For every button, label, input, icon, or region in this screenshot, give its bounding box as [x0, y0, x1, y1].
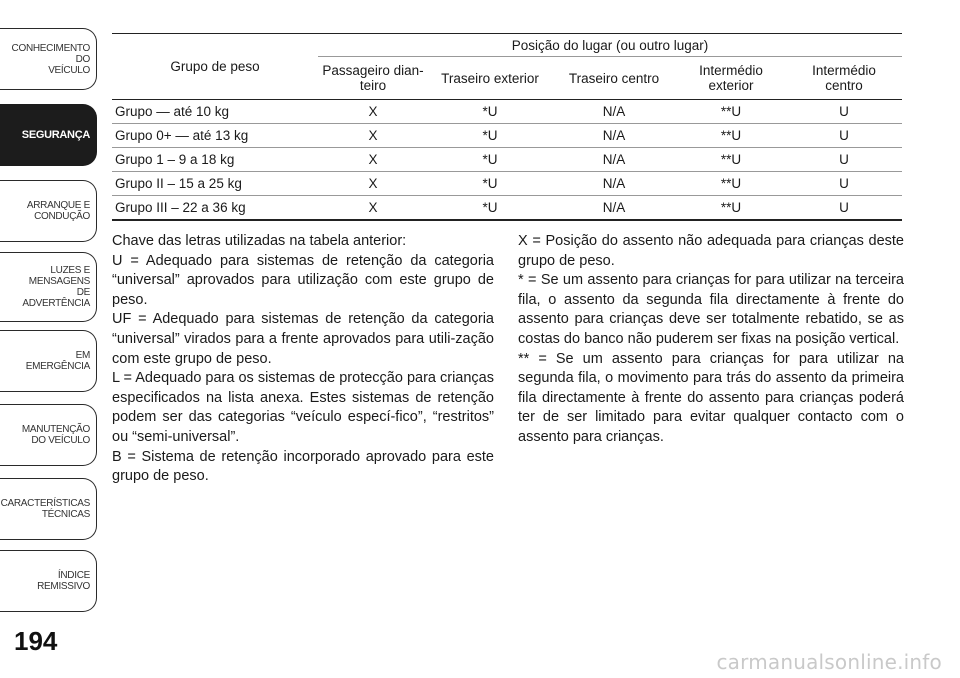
- table-cell: *U: [482, 152, 498, 167]
- row-label: Grupo III – 22 a 36 kg: [115, 200, 246, 215]
- table-row: [112, 124, 902, 148]
- row-label: Grupo — até 10 kg: [115, 104, 230, 119]
- table-cell: X: [368, 104, 378, 119]
- col-rear-outer: Traseiro exterior: [428, 57, 552, 100]
- tab-manutencao-do-veiculo[interactable]: [0, 404, 97, 466]
- tab-seguranca[interactable]: [0, 104, 97, 166]
- table-cell: N/A: [602, 104, 626, 119]
- legend-right-column: [518, 232, 904, 448]
- legend-u: U = Adequado para sistemas de retenção da categoria “universal” aprovados para utilização com este grupo de peso.: [112, 252, 494, 308]
- table-cell: **U: [720, 104, 742, 119]
- col-front-passenger: Passageiro dian- teiro: [318, 57, 428, 100]
- tab-luzes-e-mensagens[interactable]: [0, 252, 97, 322]
- row-label: Grupo 1 – 9 a 18 kg: [115, 152, 235, 167]
- weight-group-header: Grupo de peso: [112, 34, 318, 100]
- table-cell: N/A: [602, 128, 626, 143]
- legend-left-column: [112, 232, 494, 487]
- tab-label: MANUTENÇÃO DO VEÍCULO: [21, 424, 90, 446]
- table-cell: *U: [482, 104, 498, 119]
- legend-intro: Chave das letras utilizadas na tabela anterior:: [112, 233, 407, 249]
- table-cell: N/A: [602, 152, 626, 167]
- table-cell: N/A: [602, 176, 626, 191]
- tab-conhecimento-do-veiculo[interactable]: [0, 28, 97, 90]
- seat-position-header: Posição do lugar (ou outro lugar): [318, 34, 902, 57]
- table-cell: **U: [720, 200, 742, 215]
- legend-single-star: * = Se um assento para crianças for para utilizar na terceira fila, o assento da segunda fila directamente à frente do assento para crianças deve ser totalmente rebatido, se as costas do banco não puderem ser fixas na posição vertical.: [518, 272, 904, 347]
- legend-l: L = Adequado para os sistemas de protecção para crianças especificados na lista anexa. Estes sistemas de retenção podem ser das categorias “veículo especí-fico”, “restritos” ou “semi-universal”.: [112, 370, 494, 445]
- child-seat-table: [112, 33, 902, 221]
- tab-label: CARACTERÍSTICAS TÉCNICAS: [0, 498, 90, 520]
- table-cell: **U: [720, 152, 742, 167]
- row-label: Grupo 0+ — até 13 kg: [115, 128, 249, 143]
- table-cell: *U: [482, 200, 498, 215]
- tab-em-emergencia[interactable]: [0, 330, 97, 392]
- tab-label: EM EMERGÊNCIA: [25, 350, 90, 372]
- col-middle-center: Intermédio centro: [786, 57, 902, 100]
- tab-label: ÍNDICE REMISSIVO: [37, 570, 90, 592]
- table-cell: X: [368, 128, 378, 143]
- tab-indice-remissivo[interactable]: [0, 550, 97, 612]
- table-cell: U: [839, 200, 849, 215]
- child-seat-table-container: [112, 33, 902, 221]
- table-cell: X: [368, 176, 378, 191]
- tab-label: ARRANQUE E CONDUÇÃO: [26, 200, 90, 222]
- table-cell: U: [839, 128, 849, 143]
- table-cell: X: [368, 200, 378, 215]
- table-cell: **U: [720, 128, 742, 143]
- col-middle-outer: Intermédio exterior: [676, 57, 786, 100]
- watermark: carmanualsonline.info: [716, 650, 942, 674]
- table-row: [112, 100, 902, 124]
- table-row: [112, 196, 902, 221]
- table-cell: U: [839, 104, 849, 119]
- table-cell: *U: [482, 176, 498, 191]
- table-row: [112, 172, 902, 196]
- chapter-sidebar: [0, 0, 100, 678]
- tab-label: CONHECIMENTO DO VEÍCULO: [11, 42, 90, 76]
- table-cell: N/A: [602, 200, 626, 215]
- legend-double-star: ** = Se um assento para crianças for para utilizar na segunda fila, o movimento para trás do assento da primeira fila directamente à frente do assento para crianças poderá ter de ser limitado para evitar qualquer contacto com o assento para crianças.: [518, 350, 904, 445]
- legend-uf: UF = Adequado para sistemas de retenção da categoria “universal” virados para a frente aprovados para utili-zação com este grupo de peso.: [112, 311, 494, 367]
- tab-arranque-e-conducao[interactable]: [0, 180, 97, 242]
- legend-b: B = Sistema de retenção incorporado aprovado para este grupo de peso.: [112, 448, 494, 485]
- tab-label: SEGURANÇA: [21, 128, 90, 141]
- table-cell: **U: [720, 176, 742, 191]
- table-cell: U: [839, 176, 849, 191]
- table-row: [112, 148, 902, 172]
- table-cell: U: [839, 152, 849, 167]
- table-cell: *U: [482, 128, 498, 143]
- tab-caracteristicas-tecnicas[interactable]: [0, 478, 97, 540]
- table-cell: X: [368, 152, 378, 167]
- col-rear-center: Traseiro centro: [552, 57, 676, 100]
- tab-label: LUZES E MENSAGENS DE ADVERTÊNCIA: [22, 265, 90, 309]
- legend-x: X = Posição do assento não adequada para crianças deste grupo de peso.: [518, 233, 904, 269]
- row-label: Grupo II – 15 a 25 kg: [115, 176, 242, 191]
- page-number: 194: [14, 626, 58, 656]
